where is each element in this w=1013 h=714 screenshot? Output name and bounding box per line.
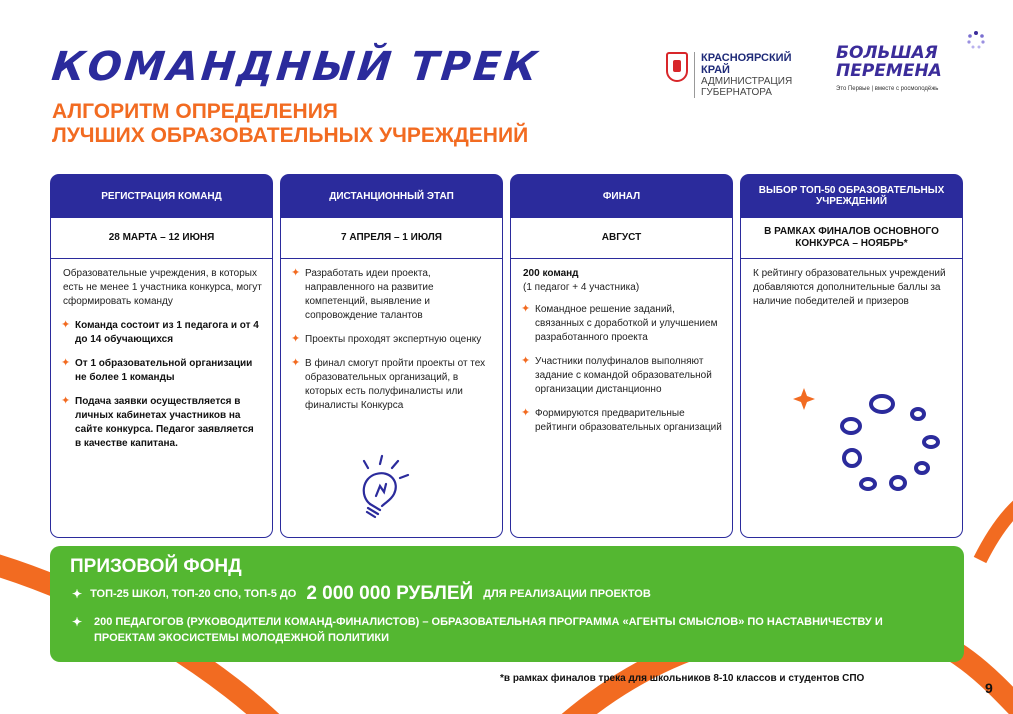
- stage-bullet: [523, 355, 722, 397]
- krasnoyarsk-logo: [666, 52, 792, 98]
- prize-text: ТОП-25 ШКОЛ, ТОП-20 СПО, ТОП-5 ДО: [90, 588, 297, 600]
- prize-amount: 2 000 000 РУБЛЕЙ: [306, 583, 474, 604]
- coat-of-arms-icon: [666, 52, 688, 82]
- prize-title: ПРИЗОВОЙ ФОНД: [70, 556, 242, 577]
- star-icon: ✦: [72, 615, 83, 629]
- lightbulb-icon: [346, 452, 416, 522]
- subtitle-line: АЛГОРИТМ ОПРЕДЕЛЕНИЯ: [52, 100, 338, 123]
- prize-text: ДЛЯ РЕАЛИЗАЦИИ ПРОЕКТОВ: [483, 588, 651, 600]
- stage-bullet: [523, 303, 722, 345]
- stage-intro: [523, 267, 722, 295]
- star-icon: ✦: [61, 395, 71, 407]
- star-icon: ✦: [61, 319, 71, 331]
- star-icon: ✦: [291, 267, 301, 279]
- teams-count: 200 команд: [523, 268, 579, 279]
- page-number: 9: [985, 680, 993, 696]
- stage-intro: К рейтингу образовательных учреждений добавляются дополнительные баллы за наличие победителей и призеров: [753, 268, 946, 307]
- star-icon: ✦: [521, 355, 531, 367]
- stage-content: [51, 259, 272, 451]
- prize-fund-panel: [50, 546, 964, 662]
- stage-bullet: [63, 357, 262, 385]
- stage-bullet: [63, 395, 262, 451]
- stage-date: 7 АПРЕЛЯ – 1 ИЮЛЯ: [281, 218, 502, 259]
- stage-bullet: [63, 319, 262, 347]
- stage-intro: Образовательные учреждения, в которых есть не менее 1 участника конкурса, могут сформировать команду: [63, 268, 262, 307]
- stage-header: ФИНАЛ: [510, 174, 733, 218]
- stage-content: [281, 259, 502, 413]
- stage-card-registration: [50, 174, 273, 538]
- decorative-dots-icon: [786, 386, 946, 496]
- subtitle-line: ЛУЧШИХ ОБРАЗОВАТЕЛЬНЫХ УЧРЕЖДЕНИЙ: [52, 124, 529, 147]
- bp-logo-line: БОЛЬШАЯ: [836, 43, 938, 63]
- stage-body: [510, 218, 733, 538]
- prize-item: [72, 614, 884, 646]
- bp-logo-line: ПЕРЕМЕНА: [836, 61, 942, 81]
- stage-body: [50, 218, 273, 538]
- gov-logo-line: ГУБЕРНАТОРА: [701, 87, 772, 98]
- bullet-text: Командное решение заданий, связанных с доработкой и улучшением разработанного проекта: [535, 304, 718, 343]
- star-icon: ✦: [291, 333, 301, 345]
- gov-logo-line: АДМИНИСТРАЦИЯ: [701, 76, 793, 87]
- prize-item: [72, 583, 651, 605]
- stage-bullet: [293, 357, 492, 413]
- star-icon: ✦: [61, 357, 71, 369]
- bullet-text: Подача заявки осуществляется в личных кабинетах участников на сайте конкурса. Педагог заявляется в качестве капитана.: [75, 396, 254, 449]
- stage-header: ВЫБОР ТОП-50 ОБРАЗОВАТЕЛЬНЫХ УЧРЕЖДЕНИЙ: [740, 174, 963, 218]
- bullet-text: От 1 образовательной организации не более 1 команды: [75, 358, 253, 383]
- stage-date: 28 МАРТА – 12 ИЮНЯ: [51, 218, 272, 259]
- bullet-text: Проекты проходят экспертную оценку: [305, 334, 482, 345]
- bullet-text: Разработать идеи проекта, направленного на развитие компетенций, выявление и сопровождение талантов: [305, 268, 434, 321]
- stage-date: В РАМКАХ ФИНАЛОВ ОСНОВНОГО КОНКУРСА – НОЯБРЬ*: [741, 218, 962, 259]
- footnote: *в рамках финалов трека для школьников 8-10 классов и студентов СПО: [500, 673, 865, 684]
- star-icon: ✦: [72, 587, 83, 601]
- stage-bullet: [523, 407, 722, 435]
- logo-divider: [694, 52, 695, 98]
- gov-logo-text: [701, 52, 792, 98]
- stage-header: ДИСТАНЦИОННЫЙ ЭТАП: [280, 174, 503, 218]
- bp-logo-subline: Это Первые | вместе с росмолодёжь: [836, 86, 939, 92]
- bullet-text: Формируются предварительные рейтинги образовательных организаций: [535, 408, 722, 433]
- stage-bullet: [293, 267, 492, 323]
- page-subtitle: [52, 100, 528, 148]
- star-icon: ✦: [521, 303, 531, 315]
- bullet-text: Участники полуфиналов выполняют задание с командой образовательной организации дистанционно: [535, 356, 712, 395]
- dots-ring-icon: [966, 30, 986, 50]
- star-icon: ✦: [521, 407, 531, 419]
- page-title: КОМАНДНЫЙ ТРЕК: [49, 44, 542, 90]
- stage-bullet: [293, 333, 492, 347]
- stage-date: АВГУСТ: [511, 218, 732, 259]
- stage-header: РЕГИСТРАЦИЯ КОМАНД: [50, 174, 273, 218]
- bullet-text: Команда состоит из 1 педагога и от 4 до 14 обучающихся: [75, 320, 259, 345]
- gov-logo-line: КРАСНОЯРСКИЙ: [701, 52, 792, 64]
- stage-content: [511, 259, 732, 435]
- bullet-text: В финал смогут пройти проекты от тех образовательных организаций, в которых есть полуфиналисты или финалисты Конкурса: [305, 358, 486, 411]
- stage-card-final: [510, 174, 733, 538]
- prize-text: 200 ПЕДАГОГОВ (РУКОВОДИТЕЛИ КОМАНД-ФИНАЛИСТОВ) – ОБРАЗОВАТЕЛЬНАЯ ПРОГРАММА «АГЕНТЫ СМЫСЛОВ» ПО НАСТАВНИЧЕСТВУ И ПРОЕКТАМ ЭКОСИСТЕМЫ МОЛОДЕЖНОЙ ПОЛИТИКИ: [94, 616, 883, 644]
- star-icon: ✦: [291, 357, 301, 369]
- gov-logo-line: КРАЙ: [701, 64, 730, 76]
- teams-composition: (1 педагог + 4 участника): [523, 282, 640, 293]
- stage-content: [741, 259, 962, 309]
- bolshaya-peremena-logo: [836, 44, 942, 92]
